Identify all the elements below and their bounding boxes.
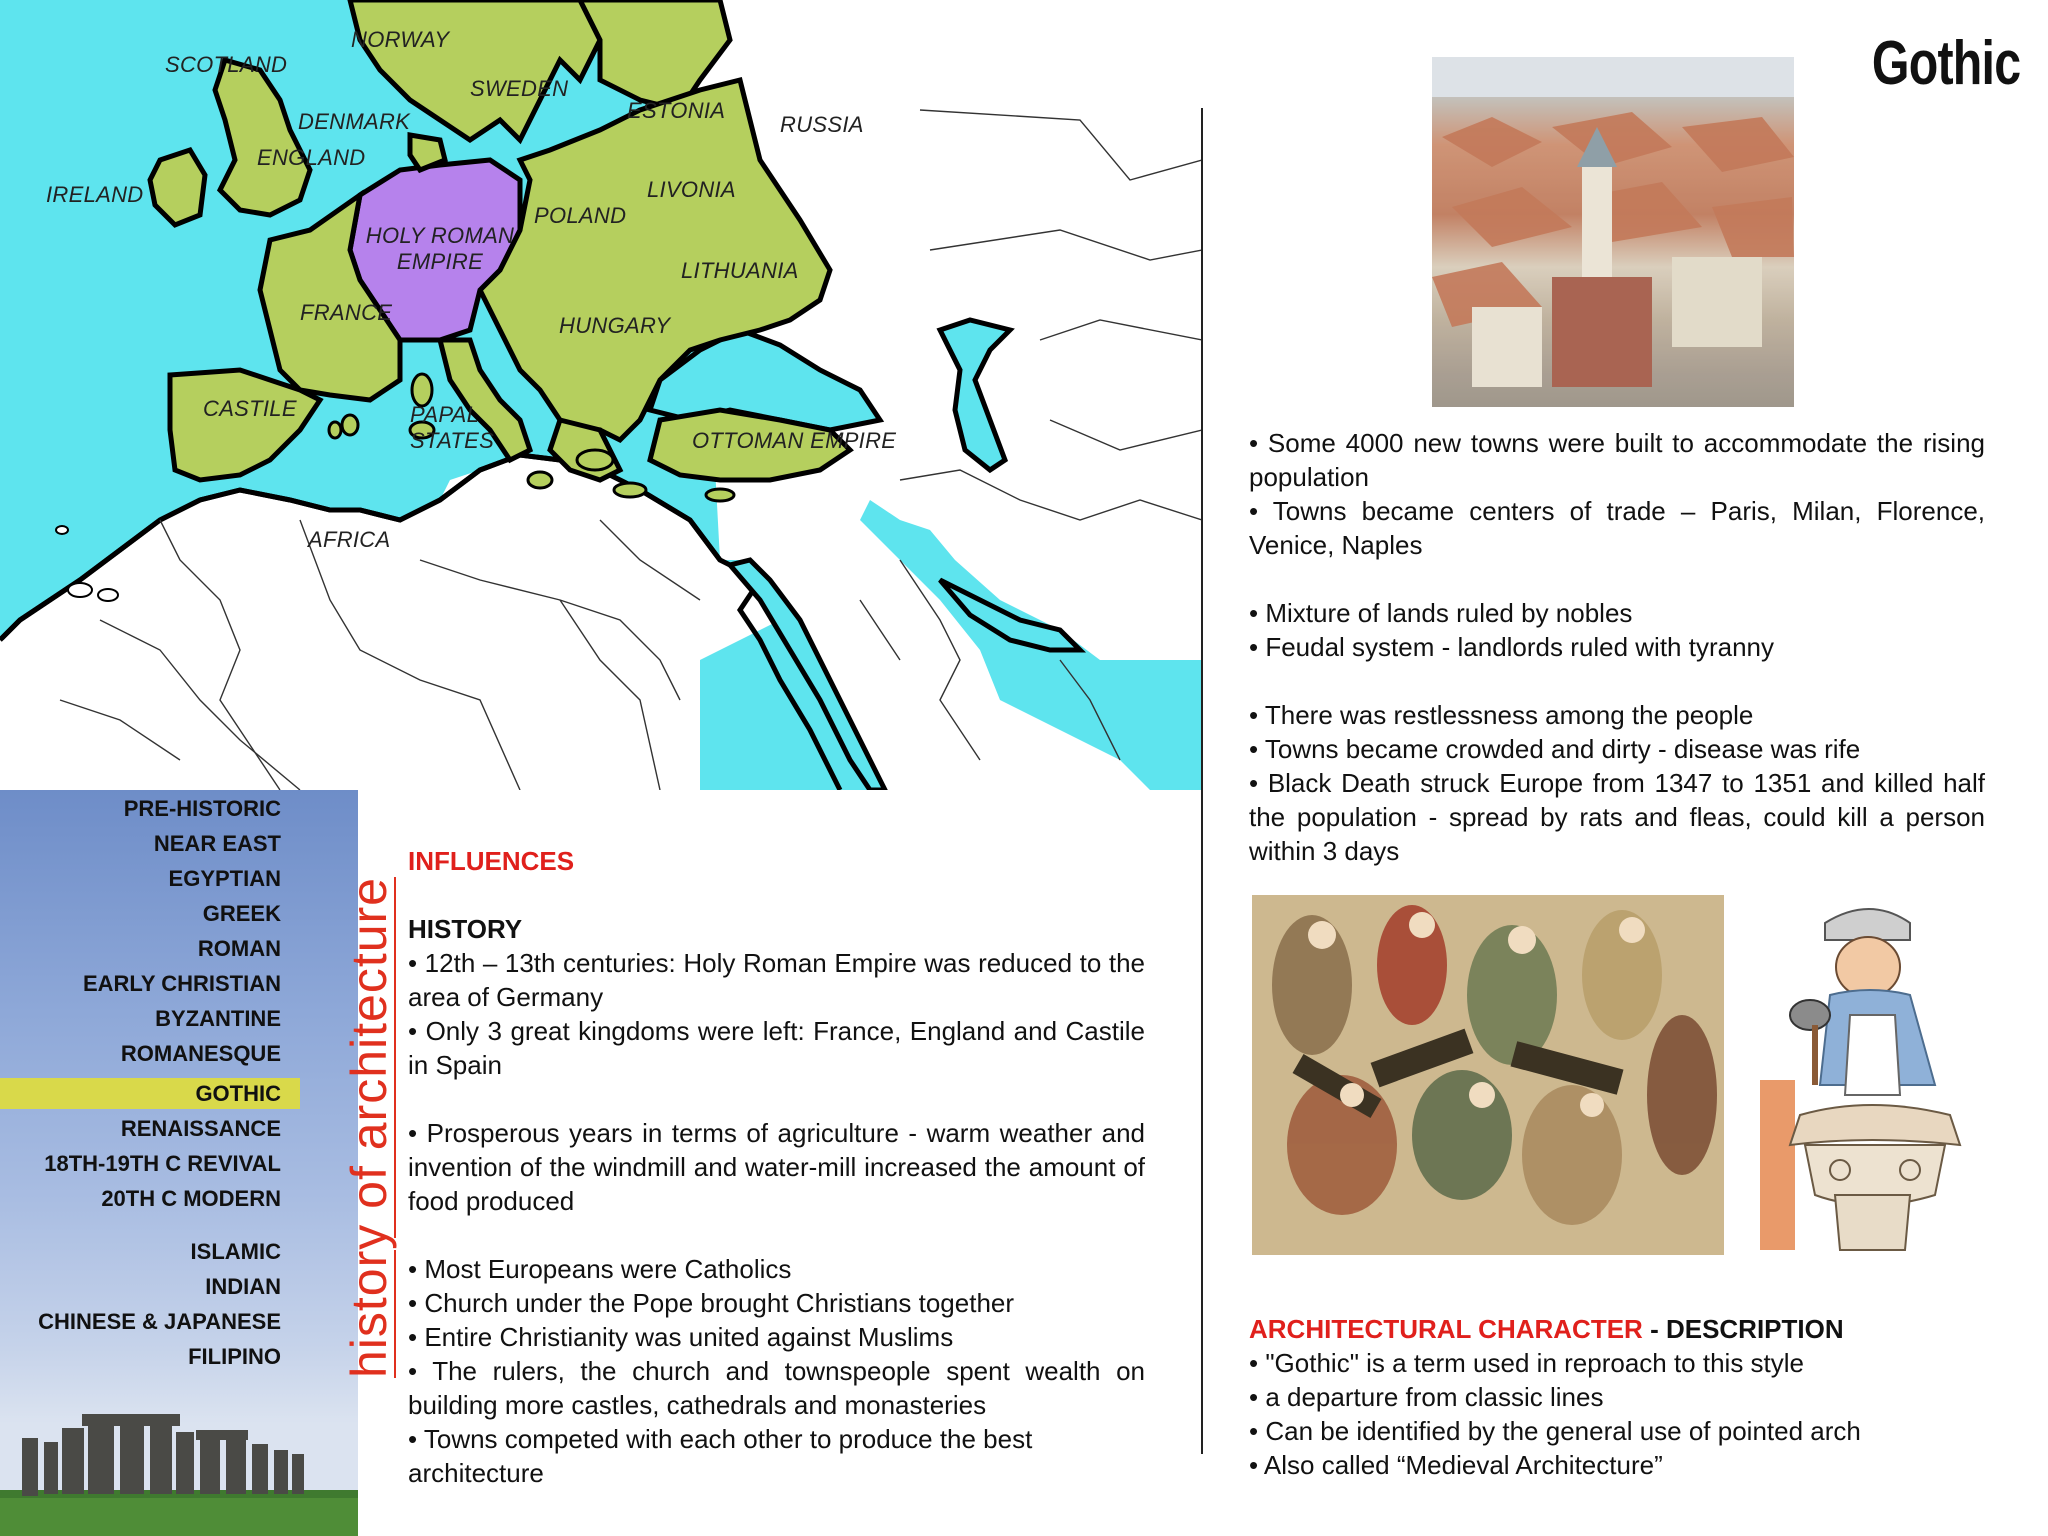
bullet: • Some 4000 new towns were built to accommodate the rising population [1249,428,1985,492]
nav-item-pre-historic[interactable]: PRE-HISTORIC [123,796,281,821]
page-title: Gothic [1871,29,2020,98]
map-label-ireland: IRELAND [46,182,144,207]
bullet: • "Gothic" is a term used in reproach to this style [1249,1348,1805,1378]
medieval-town-photo [1432,57,1794,407]
map-label-poland: POLAND [534,203,627,228]
right-block-3 [1249,698,1985,868]
map-label-hungary: HUNGARY [559,313,671,338]
nav-item-gothic[interactable]: GOTHIC [195,1081,281,1106]
bullet: • The rulers, the church and townspeople spent wealth on building more castles, cathedrals and monasteries [408,1356,1145,1420]
nav-item-near-east[interactable]: NEAR EAST [153,831,281,856]
map-label-russia: RUSSIA [780,112,864,137]
bullet: • Feudal system - landlords ruled with tyranny [1249,632,1774,662]
map-label-castile: CASTILE [203,396,297,421]
sidebar [0,790,358,1536]
bullet: • Only 3 great kingdoms were left: France, England and Castile in Spain [408,1016,1145,1080]
map-label-estonia: ESTONIA [627,98,726,123]
map-label-france: FRANCE [300,300,393,325]
stonemason-illustration [1760,895,1985,1255]
right-block-1 [1249,426,1985,562]
history-heading: HISTORY [408,914,523,944]
bullet: • Towns became crowded and dirty - disease was rife [1249,734,1861,764]
map-label-lithuania: LITHUANIA [681,258,799,283]
nav-item-early-christian[interactable]: EARLY CHRISTIAN [82,971,281,996]
arch-heading-black: - DESCRIPTION [1642,1314,1844,1344]
bullet: • Mixture of lands ruled by nobles [1249,598,1633,628]
map-label-ottoman-empire: OTTOMAN EMPIRE [692,428,897,453]
influences-heading: INFLUENCES [408,846,575,876]
architectural-character [1249,1312,2009,1482]
nav-item-byzantine[interactable]: BYZANTINE [155,1006,281,1031]
nav-item-greek[interactable]: GREEK [202,901,281,926]
influences-section [408,844,1145,1490]
bullet: • a departure from classic lines [1249,1382,1604,1412]
bullet: • Church under the Pope brought Christians together [408,1288,1015,1318]
nav-item-roman[interactable]: ROMAN [197,936,281,961]
nav-item-filipino[interactable]: FILIPINO [188,1344,281,1369]
map-label-livonia: LIVONIA [647,177,736,202]
bullet: • Can be identified by the general use of pointed arch [1249,1416,1861,1446]
bullet: • There was restlessness among the people [1249,700,1754,730]
nav-item-indian[interactable]: INDIAN [205,1274,281,1299]
map-label-norway: NORWAY [351,27,450,52]
map-label-england: ENGLAND [257,145,366,170]
map-label-denmark: DENMARK [298,109,411,134]
map-label-scotland: SCOTLAND [165,52,288,77]
bullet: • Most Europeans were Catholics [408,1254,792,1284]
map-label-africa: AFRICA [308,527,391,552]
bullet: • 12th – 13th centuries: Holy Roman Empire was reduced to the area of Germany [408,948,1145,1012]
map-label-holy-roman-empire: HOLY ROMAN EMPIRE [365,223,515,274]
bullet: • Also called “Medieval Architecture” [1249,1450,1663,1480]
history-of-architecture-heading: history of architecture [341,877,397,1378]
nav-item-chinese-japanese[interactable]: CHINESE & JAPANESE [38,1309,281,1334]
nav-item-islamic[interactable]: ISLAMIC [190,1239,281,1264]
arch-heading [1249,1312,2009,1346]
map-label-sweden: SWEDEN [470,76,569,101]
arch-heading-red: ARCHITECTURAL CHARACTER [1249,1314,1643,1344]
nav-item-egyptian[interactable]: EGYPTIAN [168,866,281,891]
bullet: • Prosperous years in terms of agriculture - warm weather and invention of the windmill and water-mill increased the amount of food produced [408,1118,1145,1216]
bullet: • Towns competed with each other to produce the best architecture [408,1424,1033,1488]
stonehenge-image [0,1380,358,1536]
nav-item-renaissance[interactable]: RENAISSANCE [120,1116,281,1141]
bullet: • Entire Christianity was united against Muslims [408,1322,954,1352]
europe-map [0,0,1202,790]
nav-item-modern[interactable]: 20TH C MODERN [101,1186,281,1211]
bullet: • Black Death struck Europe from 1347 to 1351 and killed half the population - spread by rats and fleas, could kill a person within 3 days [1249,768,1985,866]
column-divider [1201,108,1203,1454]
nav-item-romanesque[interactable]: ROMANESQUE [120,1041,281,1066]
right-block-2 [1249,596,1985,664]
bullet: • Towns became centers of trade – Paris, Milan, Florence, Venice, Naples [1249,496,1985,560]
map-label-papal-states: PAPAL STATES [410,402,495,453]
nav-item-revival[interactable]: 18TH-19TH C REVIVAL [44,1151,281,1176]
black-death-painting [1252,895,1724,1255]
